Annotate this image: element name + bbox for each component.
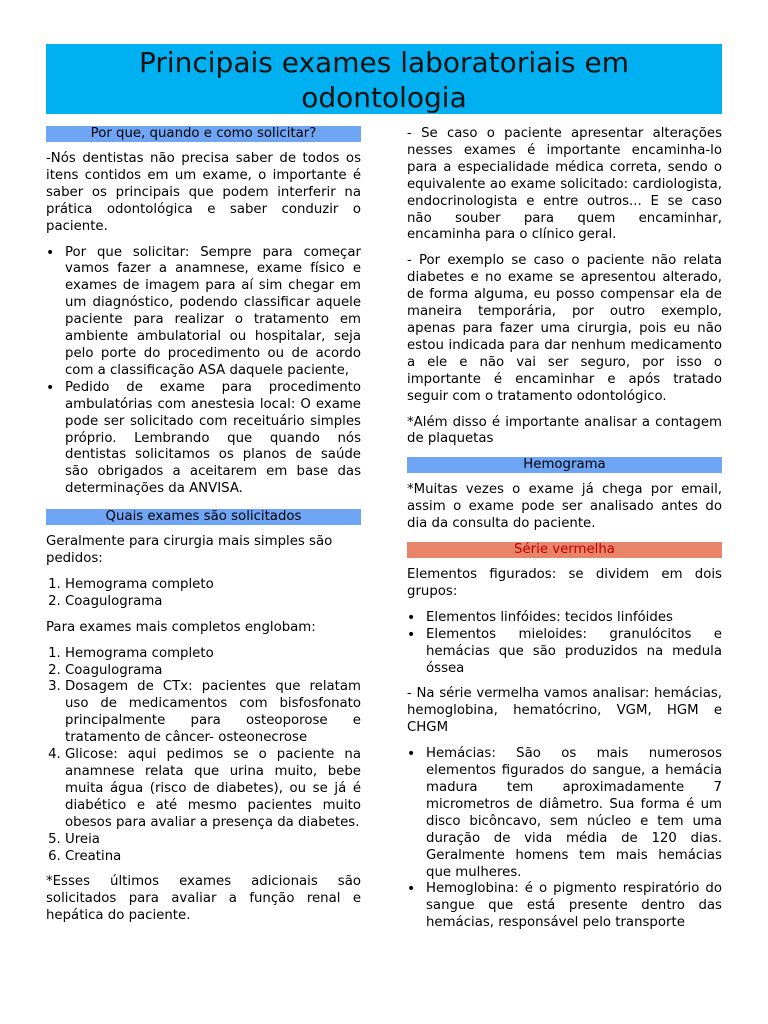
list-item: 2. Coagulograma: [65, 594, 361, 611]
bullet-list: [407, 610, 722, 678]
bullet-list: [407, 746, 722, 932]
section-header-red-series: Série vermelha: [407, 542, 722, 558]
paragraph: *Esses últimos exames adicionais são solicitados para avaliar a função renal e hepática do paciente.: [46, 874, 361, 924]
section-header-hemogram: Hemograma: [407, 457, 722, 473]
right-column: [407, 126, 722, 932]
paragraph: -Nós dentistas não precisa saber de todos os itens contidos em um exame, o importante é saber os principais que podem interferir na prática odontológica e saber conduzir o paciente.: [46, 151, 361, 234]
list-item: • Elementos mieloides: granulócitos e hemácias que são produzidos na medula óssea: [426, 627, 722, 678]
page-title: [46, 44, 722, 114]
list-item: 5. Ureia: [65, 832, 361, 849]
list-item: • Por que solicitar: Sempre para começar vamos fazer a anamnese, exame físico e exames de imagem para aí sim chegar em um diagnóstico, podendo classificar aquele paciente para realizar o tratamento em ambiente ambulatorial ou hospitalar, seja pelo porte do procedimento ou de acordo com a classificação ASA daquele paciente,: [65, 245, 361, 380]
paragraph: Geralmente para cirurgia mais simples são pedidos:: [46, 534, 333, 567]
paragraph: - Por exemplo se caso o paciente não relata diabetes e no exame se apresentou alterado, de forma alguma, eu posso compensar ela de maneira temporária, por outro exemplo, apenas para fazer uma cirurgia, pois eu não estou indicada para dar nenhum medicamento a ele e não vai ser seguro, por isso o importante é encaminhar e após tratado seguir com o tratamento odontológico.: [407, 253, 722, 404]
list-item: 4. Glicose: aqui pedimos se o paciente na anamnese relata que urina muito, bebe muita água (risco de diabetes), ou se já é diabético e até mesmo pacientes muito obesos para avaliar a presença da diabetes.: [65, 747, 361, 832]
left-column: [46, 126, 361, 925]
paragraph: *Além disso é importante analisar a contagem de plaquetas: [407, 414, 722, 447]
list-item: • Pedido de exame para procedimento ambulatórias com anestesia local: O exame pode ser solicitado com receituário simples próprio. Lembrando que quando nós dentistas solicitamos os planos de saúde são obrigados a aceitarem em base das determinações da ANVISA.: [65, 380, 361, 498]
bullet-list: [46, 245, 361, 499]
title-line-2: odontologia: [301, 81, 467, 114]
list-item: • Hemoglobina: é o pigmento respiratório do sangue que está presente dentro das hemácias, responsável pelo transporte: [426, 881, 722, 932]
paragraph: - Na série vermelha vamos analisar: hemácias, hemoglobina, hematócrino, VGM, HGM e CHGM: [407, 686, 722, 736]
numbered-list: [46, 577, 361, 611]
paragraph: - Se caso o paciente apresentar alterações nesses exames é importante encaminha-lo para a especialidade médica correta, sendo o equivalente ao exame solicitado: cardiologista, endocrinologista e entre outros... E se caso não souber para quem encaminhar, encaminha para o clínico geral.: [407, 126, 722, 243]
list-item: 2. Coagulograma: [65, 663, 361, 680]
title-line-1: Principais exames laboratoriais em: [138, 46, 630, 79]
list-item: 1. Hemograma completo: [65, 646, 361, 663]
paragraph: *Muitas vezes o exame já chega por email, assim o exame pode ser analisado antes do dia da consulta do paciente.: [407, 482, 722, 532]
section-header-exams-requested: Quais exames são solicitados: [46, 509, 361, 525]
paragraph: Para exames mais completos englobam:: [46, 619, 316, 635]
list-item: 1. Hemograma completo: [65, 577, 361, 594]
list-item: • Hemácias: São os mais numerosos elementos figurados do sangue, a hemácia madura tem aproximadamente 7 micrometros de diâmetro. Sua forma é um disco bicôncavo, sem núcleo e tem uma duração de vida média de 120 dias. Geralmente homens tem mais hemácias que mulheres.: [426, 746, 722, 881]
numbered-list: [46, 646, 361, 866]
section-header-why-when-how: Por que, quando e como solicitar?: [46, 126, 361, 142]
list-item: • Elementos linfóides: tecidos linfóides: [426, 610, 722, 627]
paragraph: Elementos figurados: se dividem em dois grupos:: [407, 567, 722, 599]
list-item: 6. Creatina: [65, 849, 361, 866]
list-item: 3. Dosagem de CTx: pacientes que relatam uso de medicamentos com bisfosfonato principalmente para osteoporose e tratamento de câncer- osteonecrose: [65, 679, 361, 747]
